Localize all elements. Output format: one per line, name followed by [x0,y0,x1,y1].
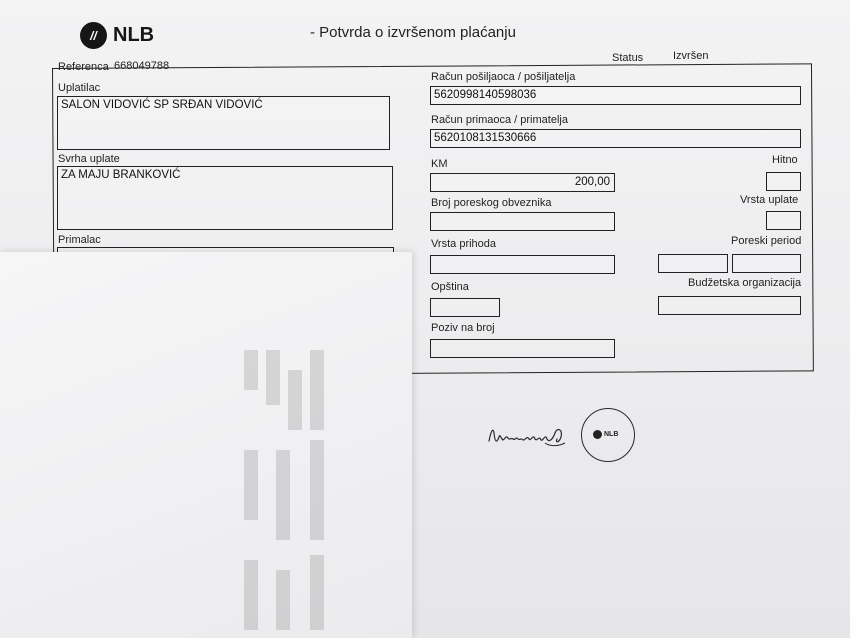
budget-org-field [658,296,801,315]
tax-number-label: Broj poreskog obveznika [431,197,552,209]
reference-number-field [430,339,615,358]
status-label: Status [612,52,644,64]
revenue-type-field [430,255,615,274]
payer-value: SALON VIDOVIĆ SP SRĐAN VIDOVIĆ [61,99,263,111]
revenue-type-label: Vrsta prihoda [431,238,497,250]
recipient-account-label: Račun primaoca / primatelja [431,114,568,126]
currency-label: KM [431,158,448,170]
bank-stamp [581,408,635,462]
reference-value: 668049788 [114,60,170,72]
stamp-logo-text: NLB [604,431,619,438]
tax-period-from-field [658,254,728,273]
recipient-account-value: 5620108131530666 [434,132,537,144]
payer-label: Uplatilac [58,82,101,94]
sender-account-label: Račun pošiljaoca / pošiljatelja [431,71,576,83]
tax-period-to-field [732,254,801,273]
payment-type-field [766,211,801,230]
sender-account-field [430,86,801,105]
purpose-label: Svrha uplate [58,153,120,165]
nlb-logo [80,22,154,49]
urgent-field [766,172,801,191]
reference-label: Referenca [58,61,109,73]
bleed-through-print [236,340,356,638]
recipient-account-field [430,129,801,148]
amount-value: 200,00 [574,176,610,188]
tax-period-label: Poreski period [731,235,802,247]
tax-number-field [430,212,615,231]
purpose-value: ZA MAJU BRANKOVIĆ [61,169,181,181]
reference-number-label: Poziv na broj [431,322,495,334]
nlb-logo-text: NLB [113,24,155,46]
purpose-field [57,166,393,230]
sender-account-value: 5620998140598036 [434,89,537,101]
budget-org-label: Budžetska organizacija [688,277,802,289]
municipality-field [430,298,500,317]
nlb-logo-icon: // [80,22,107,49]
amount-field [430,173,615,192]
urgent-label: Hitno [772,154,798,166]
payer-field [57,96,390,150]
municipality-label: Opština [431,281,469,293]
recipient-label: Primalac [58,234,101,246]
stamp-logo-icon [593,430,602,439]
payment-type-label: Vrsta uplate [740,194,799,206]
status-value: Izvršen [673,50,709,62]
stamp-logo [593,430,618,439]
document-title: - Potvrda o izvršenom plaćanju [310,24,516,41]
signature-image [485,413,575,453]
